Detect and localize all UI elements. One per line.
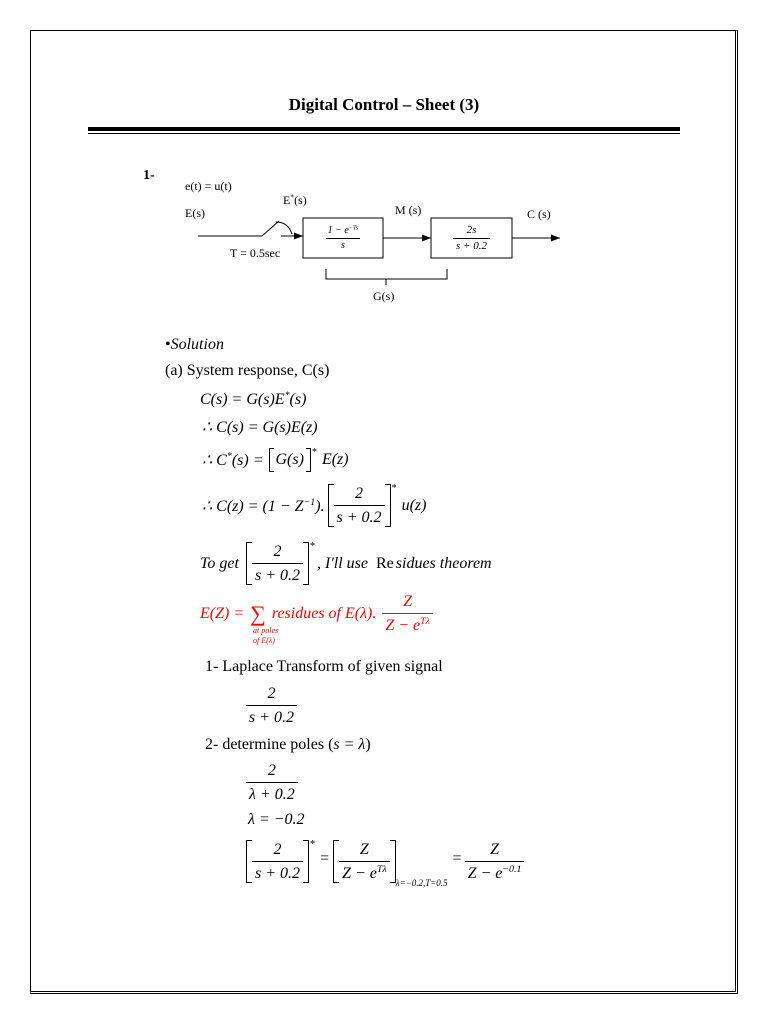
hold-block-numerator-exp: −Ts [348, 223, 359, 231]
problem-number: 1- [143, 168, 155, 183]
step-2-text [205, 736, 371, 754]
eq4-fraction [334, 482, 385, 529]
residue-lhs: E(Z) = [200, 604, 245, 622]
step-1-fraction [246, 682, 297, 729]
sampled-label-rest: (s) [294, 193, 307, 207]
pole-value: λ = −0.2 [248, 811, 305, 828]
eq5-numerator: 2 [273, 543, 282, 560]
right-bracket [303, 840, 309, 883]
intermediate-signal-label: M (s) [395, 203, 422, 217]
equation-3 [202, 446, 349, 474]
result-mid-numerator: Z [359, 841, 369, 858]
plant-block-content [431, 218, 512, 258]
result-lhs-numerator: 2 [273, 841, 282, 858]
eq5-re: Re [375, 554, 394, 572]
eq5-fraction [252, 540, 303, 587]
eq4-bracket-group [328, 482, 391, 529]
residue-denominator [382, 613, 433, 637]
step-1-denominator: s + 0.2 [246, 705, 297, 729]
result-rhs-fraction [465, 838, 525, 885]
eq5-suffix: sidues theorem [395, 554, 492, 572]
eq4-numerator: 2 [355, 485, 364, 502]
summation-limits [253, 626, 278, 646]
result-equation [246, 838, 524, 888]
step-1-expression [246, 682, 297, 729]
residue-theorem-equation [200, 590, 433, 637]
eq3-lhs: ∴ C [202, 452, 227, 469]
solution-heading [165, 336, 224, 354]
step-2-inner: s = λ [333, 736, 366, 753]
hold-block-numerator [326, 224, 361, 238]
residue-body: residues of E(λ). [271, 604, 377, 622]
step-2-fraction [246, 759, 298, 806]
equation-4 [202, 482, 426, 529]
result-lhs-bracket-group [246, 838, 309, 885]
hold-block-fraction [326, 224, 361, 253]
eq4-exp: −1 [303, 496, 316, 508]
right-bracket [385, 484, 391, 527]
result-rhs-numerator: Z [490, 841, 499, 858]
input-signal-label: e(t) = u(t) [185, 179, 232, 193]
result-equals-1: = [320, 849, 330, 867]
combined-transfer-label: G(s) [373, 289, 395, 303]
result-lhs-star: * [310, 839, 316, 850]
residue-numerator: Z [403, 593, 413, 610]
result-lhs-fraction [252, 838, 303, 885]
plant-block-fraction [453, 223, 490, 254]
equation-2: ∴ C(s) = G(s)E(z) [202, 419, 318, 436]
residue-fraction [382, 590, 433, 637]
step-2-suffix: ) [365, 736, 371, 753]
result-rhs-denominator-base: Z − e [467, 865, 503, 882]
input-label: E(s) [185, 206, 205, 220]
eq3-rest: E(z) [321, 451, 349, 468]
sampling-period-label: T = 0.5sec [230, 246, 281, 260]
eq4-denominator: s + 0.2 [334, 505, 385, 529]
eq3-bracket-group [269, 451, 311, 469]
result-rhs-denominator [465, 861, 525, 885]
sampled-signal-label [283, 193, 307, 207]
title-rule-thin [88, 133, 680, 134]
plant-block-denominator: s + 0.2 [453, 238, 490, 254]
right-bracket [303, 542, 309, 585]
eq4-rest: u(z) [401, 496, 427, 514]
part-a-heading: (a) System response, C(s) [165, 362, 330, 379]
result-rhs-denominator-exp: −0.1 [502, 864, 522, 876]
hold-block-denominator: s [326, 238, 361, 253]
title-rule-thick [88, 127, 680, 131]
eq4-lhs: ∴ C(z) = (1 − Z [202, 497, 304, 515]
eq5-outer-star: * [310, 541, 316, 552]
result-evaluation-subscript: λ=−0.2,T=0.5 [395, 878, 448, 888]
eq4-left [202, 496, 325, 516]
eq5-denominator: s + 0.2 [252, 563, 303, 587]
residue-denominator-base: Z − e [385, 617, 421, 634]
step-1-numerator: 2 [267, 685, 276, 702]
eq3-left [202, 450, 264, 470]
result-equals-2: = [452, 849, 462, 867]
step-2-prefix: 2- determine poles ( [205, 736, 334, 753]
eq1-star: * [284, 390, 290, 402]
right-bracket [306, 448, 311, 472]
step-2-denominator: λ + 0.2 [246, 782, 298, 806]
step-2-numerator: 2 [267, 762, 276, 779]
summation-limit-line-2: of E(λ) [253, 636, 275, 645]
eq5-prefix: To get [200, 554, 239, 572]
plant-block-numerator: 2s [466, 223, 477, 236]
eq5-bracket-group [246, 540, 309, 587]
sampled-label-base: E [283, 193, 291, 207]
eq3-mid: (s) = [231, 452, 264, 469]
eq4-mid: ). [315, 497, 325, 515]
step-2-expression [246, 759, 298, 806]
equation-5 [200, 540, 492, 587]
result-mid-denominator-exp: Tλ [376, 864, 387, 876]
output-label: C (s) [527, 207, 551, 221]
right-bracket [390, 840, 396, 883]
eq3-star: * [226, 451, 232, 463]
eq3-inner: G(s) [275, 451, 304, 468]
hold-block-numerator-base: 1 − e [327, 224, 349, 236]
result-mid-denominator-base: Z − e [342, 865, 377, 882]
sampled-label-star: * [290, 192, 295, 202]
solution-heading-text: Solution [170, 336, 224, 353]
hold-block-content [303, 218, 383, 258]
residue-denominator-exp: Tλ [420, 616, 430, 628]
eq1-lhs: C(s) = G(s)E [200, 391, 285, 408]
summation-limit-line-1: at poles [253, 626, 279, 635]
page-title: Digital Control – Sheet (3) [288, 95, 480, 114]
eq4-outer-star: * [391, 483, 397, 494]
solution-bullet: • [165, 336, 171, 353]
result-lhs-denominator: s + 0.2 [252, 861, 303, 885]
result-mid-fraction [339, 838, 390, 885]
eq5-middle: , I'll use [317, 554, 368, 572]
result-mid-denominator [339, 861, 390, 885]
summation-symbol: ∑ [250, 600, 266, 626]
eq3-outer-star: * [311, 447, 317, 458]
result-mid-bracket-group [333, 838, 396, 885]
eq1-rest: (s) [289, 391, 307, 408]
equation-1 [200, 391, 306, 409]
step-1-text: 1- Laplace Transform of given signal [205, 658, 443, 675]
